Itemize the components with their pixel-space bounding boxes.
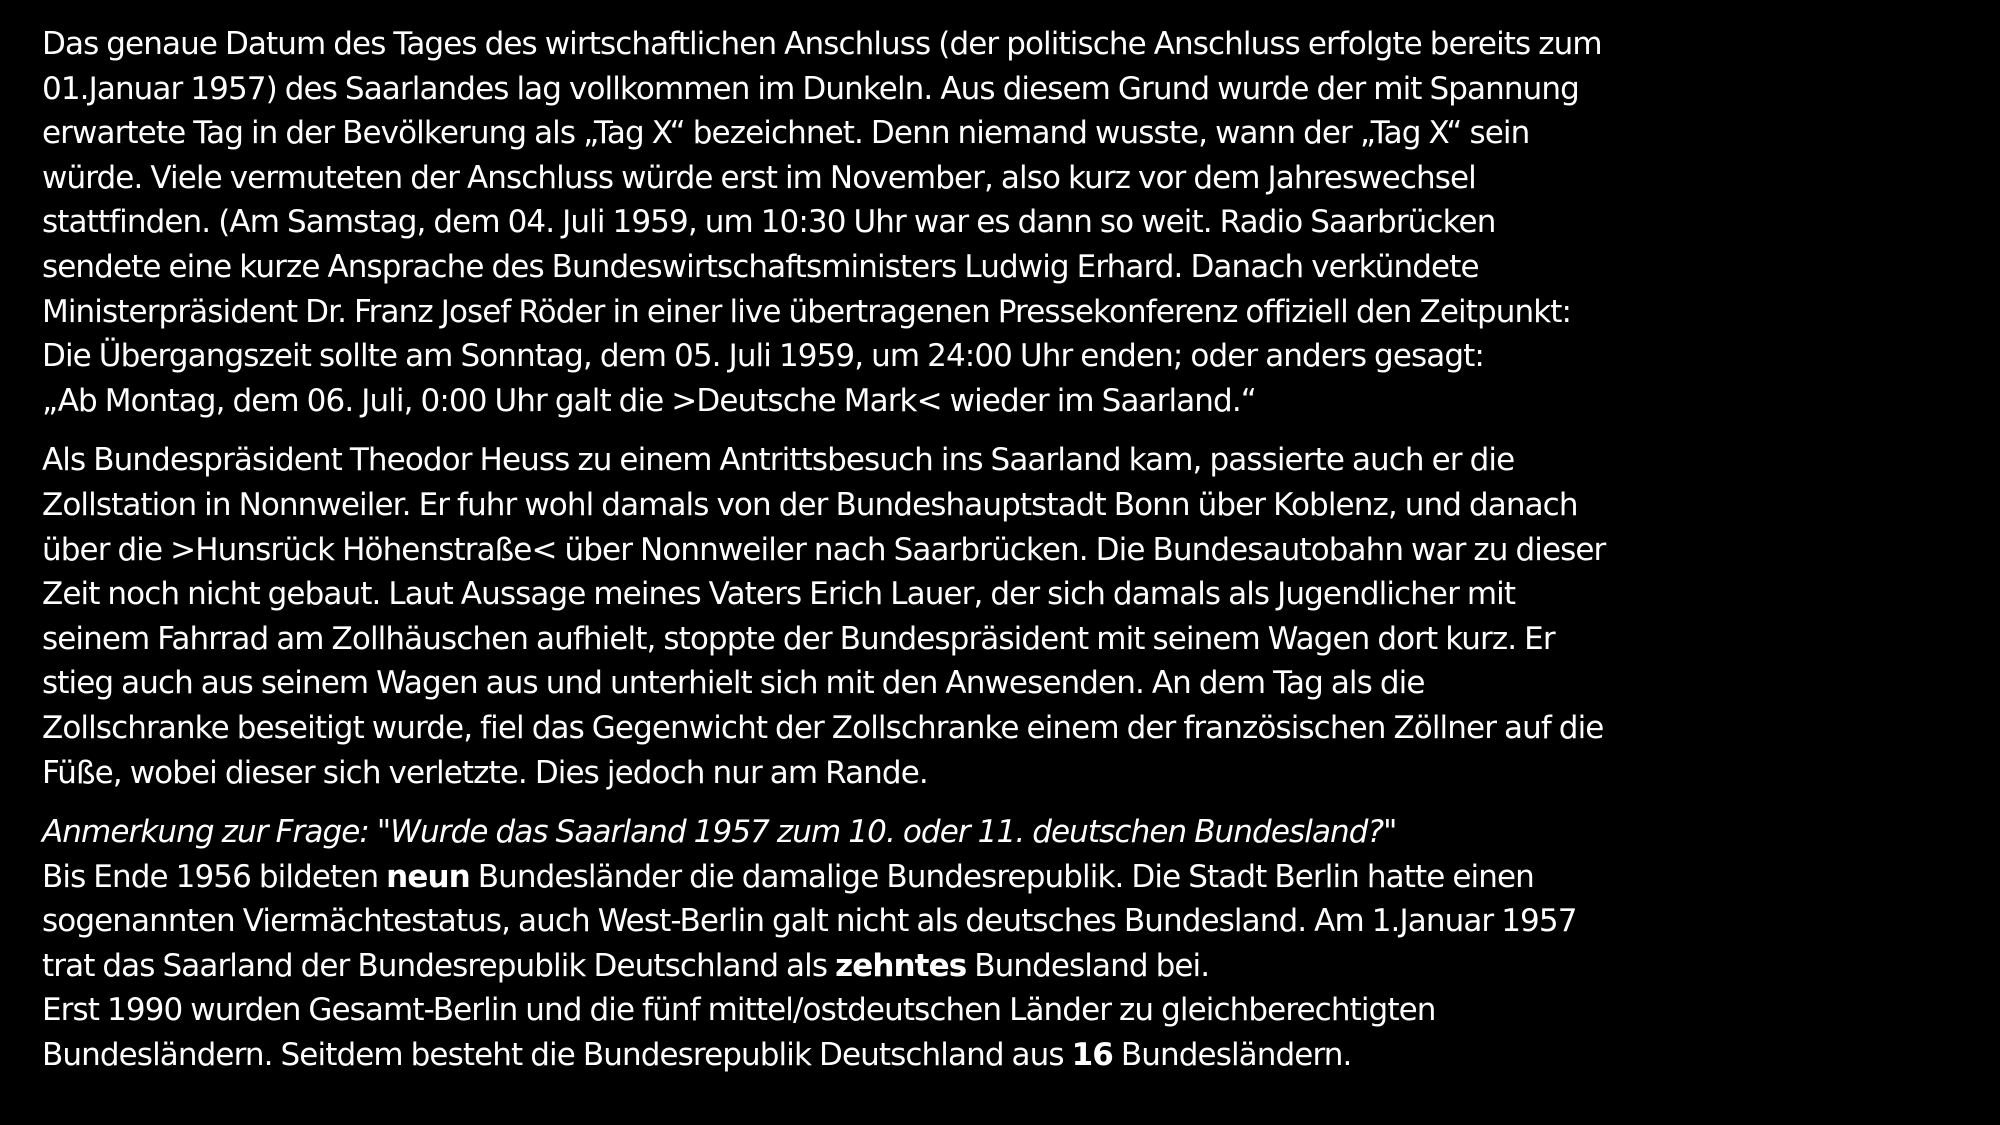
text-line: würde. Viele vermuteten der Anschluss würde erst im November, also kurz vor dem Jahreswechsel	[42, 159, 1476, 196]
text-line: sendete eine kurze Ansprache des Bundeswirtschaftsministers Ludwig Erhard. Danach verkündete	[42, 248, 1479, 285]
text-line: Ministerpräsident Dr. Franz Josef Röder in einer live übertragenen Pressekonferenz offiziell den Zeitpunkt:	[42, 293, 1572, 330]
annotation-heading: Anmerkung zur Frage: "Wurde das Saarland 1957 zum 10. oder 11. deutschen Bundesland?"	[42, 814, 1397, 851]
text-line: Zollstation in Nonnweiler. Er fuhr wohl damals von der Bundeshauptstadt Bonn über Koblenz, und danach	[42, 486, 1578, 523]
document-page	[42, 22, 1982, 1093]
text-run: trat das Saarland der Bundesrepublik Deutschland als	[42, 947, 836, 984]
text-run: Bundesländer die damalige Bundesrepublik. Die Stadt Berlin hatte einen	[469, 858, 1534, 895]
text-line: sogenannten Viermächtestatus, auch West-Berlin galt nicht als deutsches Bundesland. Am 1.Januar 1957	[42, 903, 1577, 940]
text-line: seinem Fahrrad am Zollhäuschen aufhielt, stoppte der Bundespräsident mit seinem Wagen dort kurz. Er	[42, 620, 1555, 657]
text-line	[42, 1033, 1982, 1078]
text-line: Das genaue Datum des Tages des wirtschaftlichen Anschluss (der politische Anschluss erfolgte bereits zum	[42, 26, 1602, 62]
text-line	[42, 855, 1982, 900]
text-line: stieg auch aus seinem Wagen aus und unterhielt sich mit den Anwesenden. An dem Tag als die	[42, 665, 1425, 702]
text-line: Zollschranke beseitigt wurde, fiel das Gegenwicht der Zollschranke einem der französischen Zöllner auf die	[42, 709, 1604, 746]
paragraph-annotation	[42, 810, 1982, 1078]
emphasis-zehntes: zehntes	[835, 947, 967, 984]
text-run: Bis Ende 1956 bildeten	[42, 858, 387, 895]
text-line: Erst 1990 wurden Gesamt-Berlin und die fünf mittel/ostdeutschen Länder zu gleichberechtigten	[42, 992, 1436, 1029]
text-line: Als Bundespräsident Theodor Heuss zu einem Antrittsbesuch ins Saarland kam, passierte auch er die	[42, 442, 1515, 479]
text-line: „Ab Montag, dem 06. Juli, 0:00 Uhr galt die >Deutsche Mark< wieder im Saarland.“	[42, 382, 1256, 419]
paragraph-tag-x	[42, 22, 1982, 423]
text-run: Bundesländern. Seitdem besteht die Bundesrepublik Deutschland aus	[42, 1037, 1072, 1074]
text-run: Bundesländern.	[1112, 1037, 1352, 1074]
text-line: Zeit noch nicht gebaut. Laut Aussage meines Vaters Erich Lauer, der sich damals als Jugendlicher mit	[42, 576, 1516, 613]
text-line: Füße, wobei dieser sich verletzte. Dies jedoch nur am Rande.	[42, 754, 928, 791]
paragraph-heuss-visit	[42, 438, 1982, 795]
text-line: über die >Hunsrück Höhenstraße< über Nonnweiler nach Saarbrücken. Die Bundesautobahn war zu dieser	[42, 531, 1606, 568]
text-line: 01.Januar 1957) des Saarlandes lag vollkommen im Dunkeln. Aus diesem Grund wurde der mit Spannung	[42, 70, 1579, 107]
text-line	[42, 944, 1982, 989]
emphasis-neun: neun	[386, 858, 470, 895]
emphasis-16: 16	[1071, 1037, 1113, 1074]
text-line: Die Übergangszeit sollte am Sonntag, dem 05. Juli 1959, um 24:00 Uhr enden; oder anders gesagt:	[42, 338, 1484, 375]
text-line: erwartete Tag in der Bevölkerung als „Tag X“ bezeichnet. Denn niemand wusste, wann der „Tag X“ sein	[42, 115, 1530, 152]
text-run: Bundesland bei.	[966, 947, 1210, 984]
text-line: stattfinden. (Am Samstag, dem 04. Juli 1959, um 10:30 Uhr war es dann so weit. Radio Saarbrücken	[42, 204, 1496, 241]
